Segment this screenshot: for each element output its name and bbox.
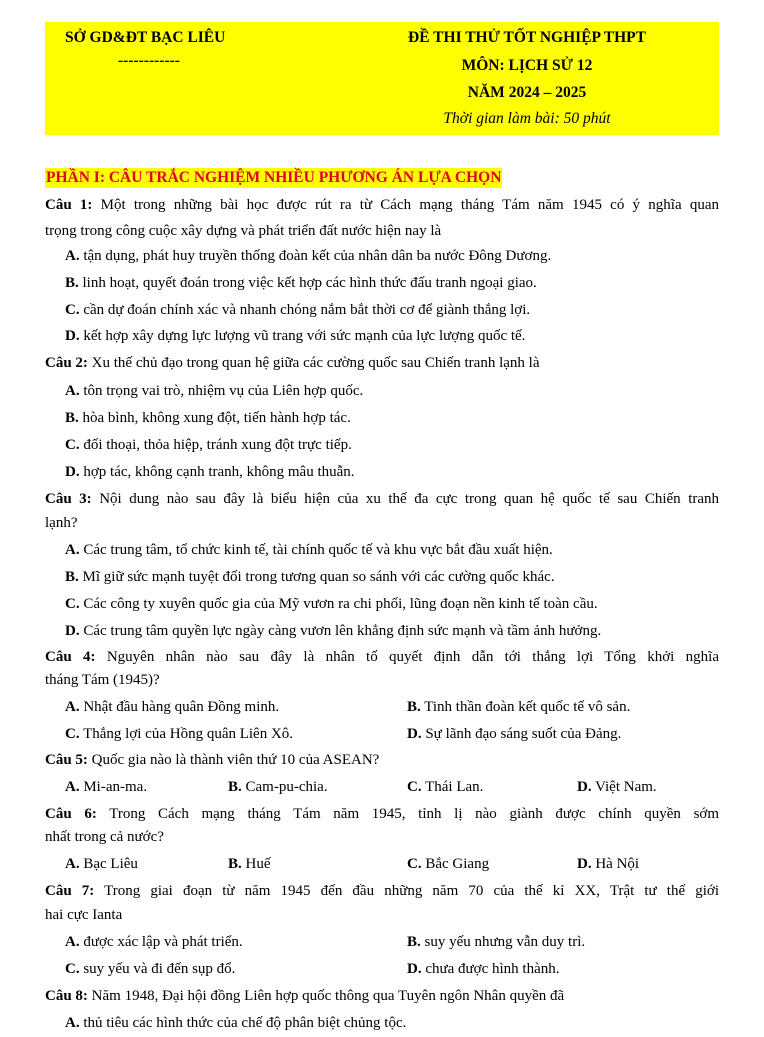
question-7: Câu 7: Trong giai đoạn từ năm 1945 đến đầu những năm 70 của thế kỉ XX, Trật tư thế giới xyxy=(45,883,719,899)
department-name: SỞ GD&ĐT BẠC LIÊU xyxy=(65,29,226,46)
question-text: Một trong những bài học được rút ra từ Cách mạng tháng Tám năm 1945 có ý nghĩa quan xyxy=(100,197,719,213)
option-b: B. Cam-pu-chia. xyxy=(228,779,328,795)
question-text-cont: trọng trong công cuộc xây dựng và phát triển đất nước hiện nay là xyxy=(45,223,442,239)
question-text-cont: nhất trong cả nước? xyxy=(45,829,164,845)
question-8: Câu 8: Năm 1948, Đại hội đồng Liên hợp quốc thông qua Tuyên ngôn Nhân quyền đã xyxy=(45,988,565,1004)
question-2: Câu 2: Xu thế chủ đạo trong quan hệ giữa các cường quốc sau Chiến tranh lạnh là xyxy=(45,355,540,371)
option-b: B. hòa bình, không xung đột, tiến hành hợp tác. xyxy=(65,410,351,426)
option-d: D. Việt Nam. xyxy=(577,779,657,795)
option-a: A. thủ tiêu các hình thức của chế độ phân biệt chủng tộc. xyxy=(65,1015,407,1031)
option-c: C. Các công ty xuyên quốc gia của Mỹ vươn ra chi phối, lũng đoạn nền kinh tế toàn cầu. xyxy=(65,596,598,612)
question-text-cont: lạnh? xyxy=(45,515,78,531)
option-a: A. Nhật đầu hàng quân Đồng minh. xyxy=(65,699,280,715)
question-text-cont: hai cực Ianta xyxy=(45,907,123,923)
option-d: D. Hà Nội xyxy=(577,856,640,872)
exam-duration: Thời gian làm bài: 50 phút xyxy=(443,110,611,127)
option-b: B. linh hoạt, quyết đoán trong việc kết hợp các hình thức đấu tranh ngoại giao. xyxy=(65,275,537,291)
exam-year: NĂM 2024 – 2025 xyxy=(467,84,587,101)
option-d: D. chưa được hình thành. xyxy=(407,961,560,977)
exam-subject: MÔN: LỊCH SỬ 12 xyxy=(461,57,593,74)
option-d: D. Sự lãnh đạo sáng suốt của Đảng. xyxy=(407,726,622,742)
exam-header xyxy=(45,22,719,135)
question-text-cont: tháng Tám (1945)? xyxy=(45,672,160,688)
option-a: A. tôn trọng vai trò, nhiệm vụ của Liên hợp quốc. xyxy=(65,383,364,399)
option-b: B. suy yếu nhưng vẫn duy trì. xyxy=(407,934,586,950)
option-d: D. kết hợp xây dựng lực lượng vũ trang với sức mạnh của lực lượng quốc tế. xyxy=(65,328,526,344)
question-1 xyxy=(45,195,719,215)
question-3: Câu 3: Nội dung nào sau đây là biểu hiện của xu thế đa cực trong quan hệ quốc tế sau Chiến tranh xyxy=(45,491,720,507)
question-4: Câu 4: Nguyên nhân nào sau đây là nhân tố quyết định dẫn tới thắng lợi Tổng khởi nghĩa xyxy=(45,649,719,665)
exam-title: ĐỀ THI THỬ TỐT NGHIỆP THPT xyxy=(408,29,646,46)
option-c: C. suy yếu và đi đến sụp đổ. xyxy=(65,961,236,977)
option-c: C. Thắng lợi của Hồng quân Liên Xô. xyxy=(65,726,294,742)
question-5: Câu 5: Quốc gia nào là thành viên thứ 10 của ASEAN? xyxy=(45,752,380,768)
option-b: B. Mĩ giữ sức mạnh tuyệt đối trong tương quan so sánh với các cường quốc khác. xyxy=(65,569,555,585)
question-6: Câu 6: Trong Cách mạng tháng Tám năm 1945, tỉnh lị nào giành được chính quyền sớm xyxy=(45,806,720,822)
option-b: B. Huế xyxy=(228,856,271,872)
part-title: PHẦN I: CÂU TRẮC NGHIỆM NHIỀU PHƯƠNG ÁN LỰA CHỌN xyxy=(46,169,502,186)
header-separator: ------------ xyxy=(118,52,180,69)
question-label: Câu 1: xyxy=(45,197,93,213)
option-c: C. Bắc Giang xyxy=(407,856,490,872)
option-a: A. Các trung tâm, tổ chức kinh tế, tài chính quốc tế và khu vực bắt đầu xuất hiện. xyxy=(65,542,553,558)
option-a: A. được xác lập và phát triển. xyxy=(65,934,243,950)
option-b: B. Tinh thần đoàn kết quốc tế vô sản. xyxy=(407,699,631,715)
option-a: A. Mi-an-ma. xyxy=(65,779,148,795)
option-c: C. Thái Lan. xyxy=(407,779,484,795)
option-d: D. Các trung tâm quyền lực ngày càng vươn lên khẳng định sức mạnh và tầm ảnh hưởng. xyxy=(65,623,602,639)
option-a: A. tận dụng, phát huy truyền thống đoàn kết của nhân dân ba nước Đông Dương. xyxy=(65,248,552,264)
option-a: A. Bạc Liêu xyxy=(65,856,138,872)
option-d: D. hợp tác, không cạnh tranh, không mâu thuẫn. xyxy=(65,464,355,480)
option-c: C. đối thoại, thỏa hiệp, tránh xung đột trực tiếp. xyxy=(65,437,352,453)
option-c: C. cần dự đoán chính xác và nhanh chóng nắm bắt thời cơ để giành thắng lợi. xyxy=(65,302,531,318)
